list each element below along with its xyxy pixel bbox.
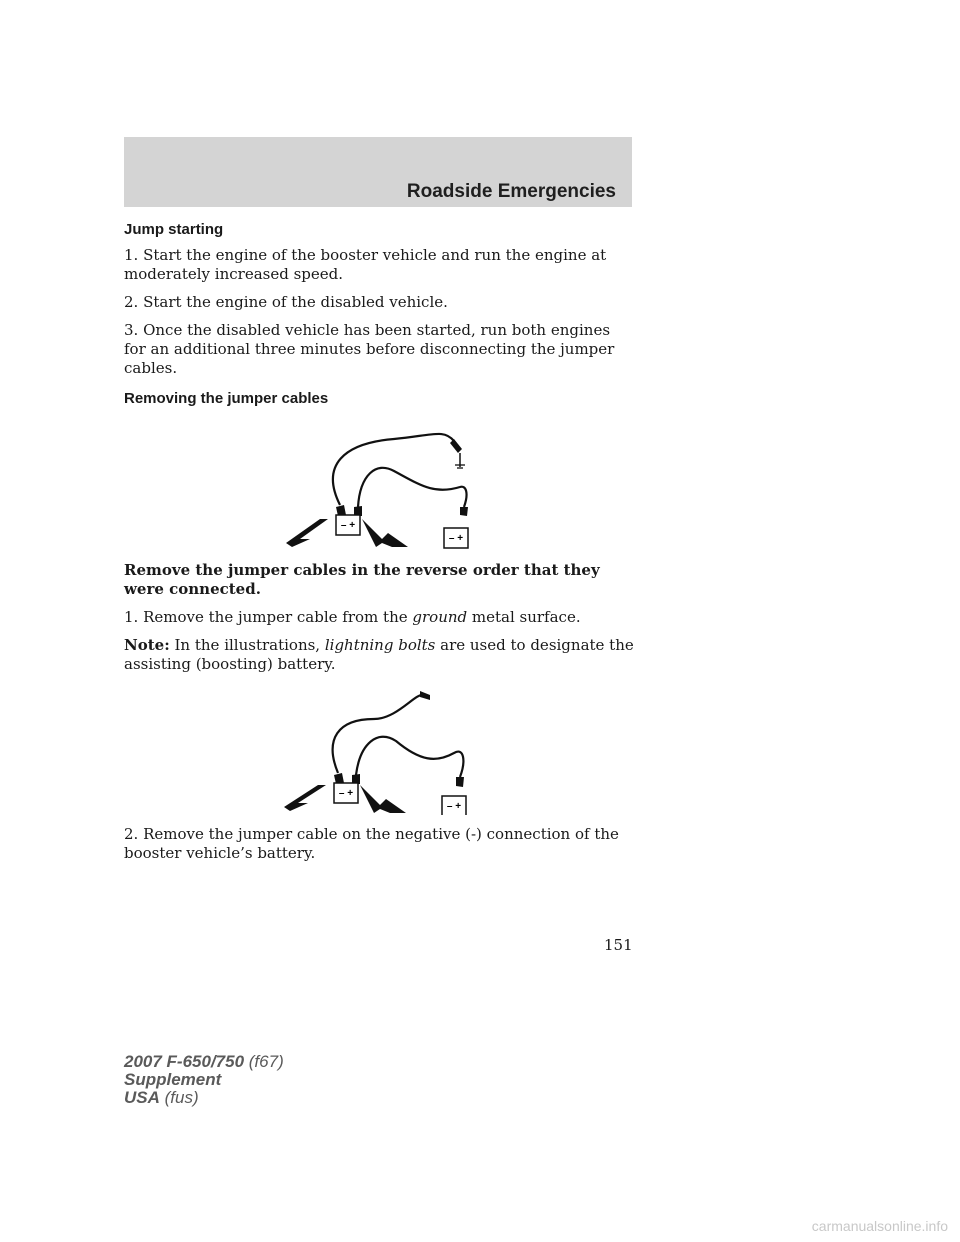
- battery-terminal-label: – +: [448, 533, 464, 544]
- footer-region-code: (fus): [159, 1088, 199, 1107]
- section-title: Roadside Emergencies: [406, 181, 616, 202]
- lightning-bolt-icon: [362, 519, 408, 547]
- removing-cables-heading: Removing the jumper cables: [124, 390, 329, 407]
- clamp-loose-icon: [420, 691, 430, 700]
- footer-model-code: (f67): [244, 1052, 284, 1071]
- jump-starting-heading: Jump starting: [124, 221, 224, 238]
- clamp-icon: [456, 777, 464, 787]
- lightning-bolt-icon: [360, 785, 406, 813]
- cable-positive-path: [356, 737, 463, 777]
- footer-line-3: [124, 1089, 284, 1107]
- watermark: carmanualsonline.info: [811, 1218, 948, 1234]
- cable-ground-path: [333, 434, 454, 505]
- note-paragraph: [124, 636, 634, 674]
- footer-line-1: [124, 1053, 284, 1071]
- removal-step-2: 2. Remove the jumper cable on the negative (-) connection of the booster vehicle’s battery.: [124, 825, 619, 862]
- cable-positive-path: [358, 468, 467, 507]
- footer-supplement: Supplement: [124, 1070, 222, 1089]
- note-emphasis: lightning bolts: [324, 636, 436, 654]
- section-header-band: [124, 137, 632, 207]
- lightning-bolt-icon: [286, 519, 328, 547]
- clamp-ground-icon: [450, 439, 462, 453]
- page-number: 151: [604, 936, 633, 954]
- battery-terminal-label: – +: [446, 801, 462, 812]
- removal-step-1: [124, 608, 634, 627]
- battery-terminal-label: – +: [340, 520, 356, 531]
- step1-emphasis: ground: [412, 608, 468, 626]
- jump-step-3: 3. Once the disabled vehicle has been started, run both engines for an additional three minutes before disconnecting the jumper cables.: [124, 321, 615, 377]
- reverse-order-instruction: Remove the jumper cables in the reverse order that they were connected.: [124, 561, 600, 598]
- lightning-bolt-icon: [284, 785, 326, 811]
- clamp-icon: [460, 507, 468, 516]
- footer-region: USA: [124, 1088, 160, 1107]
- note-label: Note:: [124, 636, 170, 654]
- document-footer: [124, 1053, 284, 1107]
- jumper-cable-diagram-2: [124, 683, 634, 815]
- note-text: In the illustrations,: [169, 636, 325, 654]
- note-text-end: are used to designate the assisting (boosting) battery.: [124, 636, 634, 673]
- cable-loose-path: [333, 695, 422, 773]
- jumper-cable-diagram-1: [124, 415, 634, 551]
- footer-model: 2007 F-650/750: [124, 1052, 245, 1071]
- step1-text-end: metal surface.: [467, 608, 581, 626]
- footer-line-2: [124, 1071, 284, 1089]
- jump-step-2: 2. Start the engine of the disabled vehicle.: [124, 293, 448, 311]
- battery-terminal-label: – +: [338, 788, 354, 799]
- step1-text: 1. Remove the jumper cable from the: [124, 608, 413, 626]
- jump-step-1: 1. Start the engine of the booster vehicle and run the engine at moderately increased speed.: [124, 246, 607, 283]
- page-content: [124, 221, 634, 872]
